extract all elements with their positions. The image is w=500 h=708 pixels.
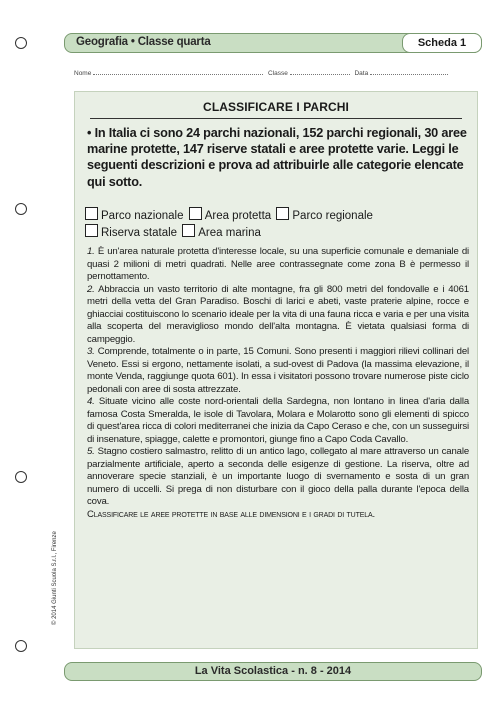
checkbox[interactable] [276,207,289,220]
description-item: 2. Abbraccia un vasto territorio di alte montagne, fra gli 800 metri del fondovalle e i 4061 metri della vetta del Gran Paradiso. Boschi di larici e abeti, vaste praterie alpine, rocce e ghiacciai costituiscono lo scenario ideale per la vita di una fauna ricca e varia e per una visita alla scoperta del meraviglioso mondo dell'alta montagna. È vietata qualsiasi forma di campeggio. [87,283,469,345]
checkbox[interactable] [189,207,202,220]
description-item: 4. Situate vicino alle coste nord-orientali della Sardegna, non lontano in linea d'aria dalla famosa Costa Smeralda, le isole di Tavolara, Molara e Molarotto sono gli elementi di spicco di quest'area ricca di colori mediterranei che inizia da Capo Ceraso e che, con un susseguirsi di insenature, spiagge, calette e promontori, giunge fino a Capo Coda Cavallo. [87,396,470,445]
class-label: Classe [267,70,288,77]
footer-bar: La Vita Scolastica - n. 8 - 2014 [64,662,482,681]
student-info-row [74,68,474,77]
descriptions [87,246,469,521]
binder-hole [15,37,27,49]
description-item: 5. Stagno costiero salmastro, relitto di un antico lago, collegato al mare attraverso un canale parzialmente artificiale, aperto a seconda delle esigenze di gestione. La riserva, oltre ad annoverare specie stanziali, è un importante luogo di svernamento e sosta di un gran numero di uccelli. Si prega di non disturbare con il gioco della palla durante l'epoca della cova. [87,446,469,507]
date-label: Data [354,70,369,77]
title-divider [90,118,462,119]
date-field[interactable] [370,68,448,75]
checkbox[interactable] [182,224,195,237]
page-title: CLASSIFICARE I PARCHI [203,100,349,114]
class-field[interactable] [290,68,350,75]
category-item: Parco regionale [276,207,373,224]
closing-instruction: Classificare le aree protette in base alle dimensioni e i gradi di tutela. [87,508,375,520]
subject-label: Geografia • Classe quarta [76,36,211,48]
intro-text: • In Italia ci sono 24 parchi nazionali, 152 parchi regionali, 30 aree marine protette, 147 riserve statali e aree protette varie. Leggi le seguenti descrizioni e prova ad attribuirle alle categorie elencate qui sotto. [87,126,467,189]
category-item: Riserva statale [85,224,177,241]
binder-hole [15,471,27,483]
description-item: 1. È un'area naturale protetta d'interesse locale, su una superficie comunale e demaniale di quasi 2 milioni di metri quadrati. Nelle aree contrassegnate come zona B è permesso il pernottamento. [87,246,470,282]
category-item: Area marina [182,224,261,241]
sheet-label: Scheda 1 [402,33,482,53]
checkbox[interactable] [85,224,98,237]
name-field[interactable] [93,68,263,75]
category-item: Area protetta [189,207,271,224]
name-label: Nome [74,70,92,77]
description-item: 3. Comprende, totalmente o in parte, 15 Comuni. Sono presenti i maggiori rilievi collinari del Veneto. Essi si ergono, nettamente isolati, a sud-ovest di Padova (la massima elevazione, il monte Venda, raggiunge quota 601). In essa i visitatori possono trovare numerose piste ciclo pedonali con aree di sosta attrezzate. [87,346,470,395]
checkbox[interactable] [85,207,98,220]
binder-hole [15,640,27,652]
binder-hole [15,203,27,215]
category-item: Parco nazionale [85,207,183,224]
copyright-notice: © 2014 Giunti Scuola S.r.l., Firenze [52,531,58,625]
header-bar [64,33,482,53]
category-list [85,207,465,241]
exercise-box [74,91,478,649]
